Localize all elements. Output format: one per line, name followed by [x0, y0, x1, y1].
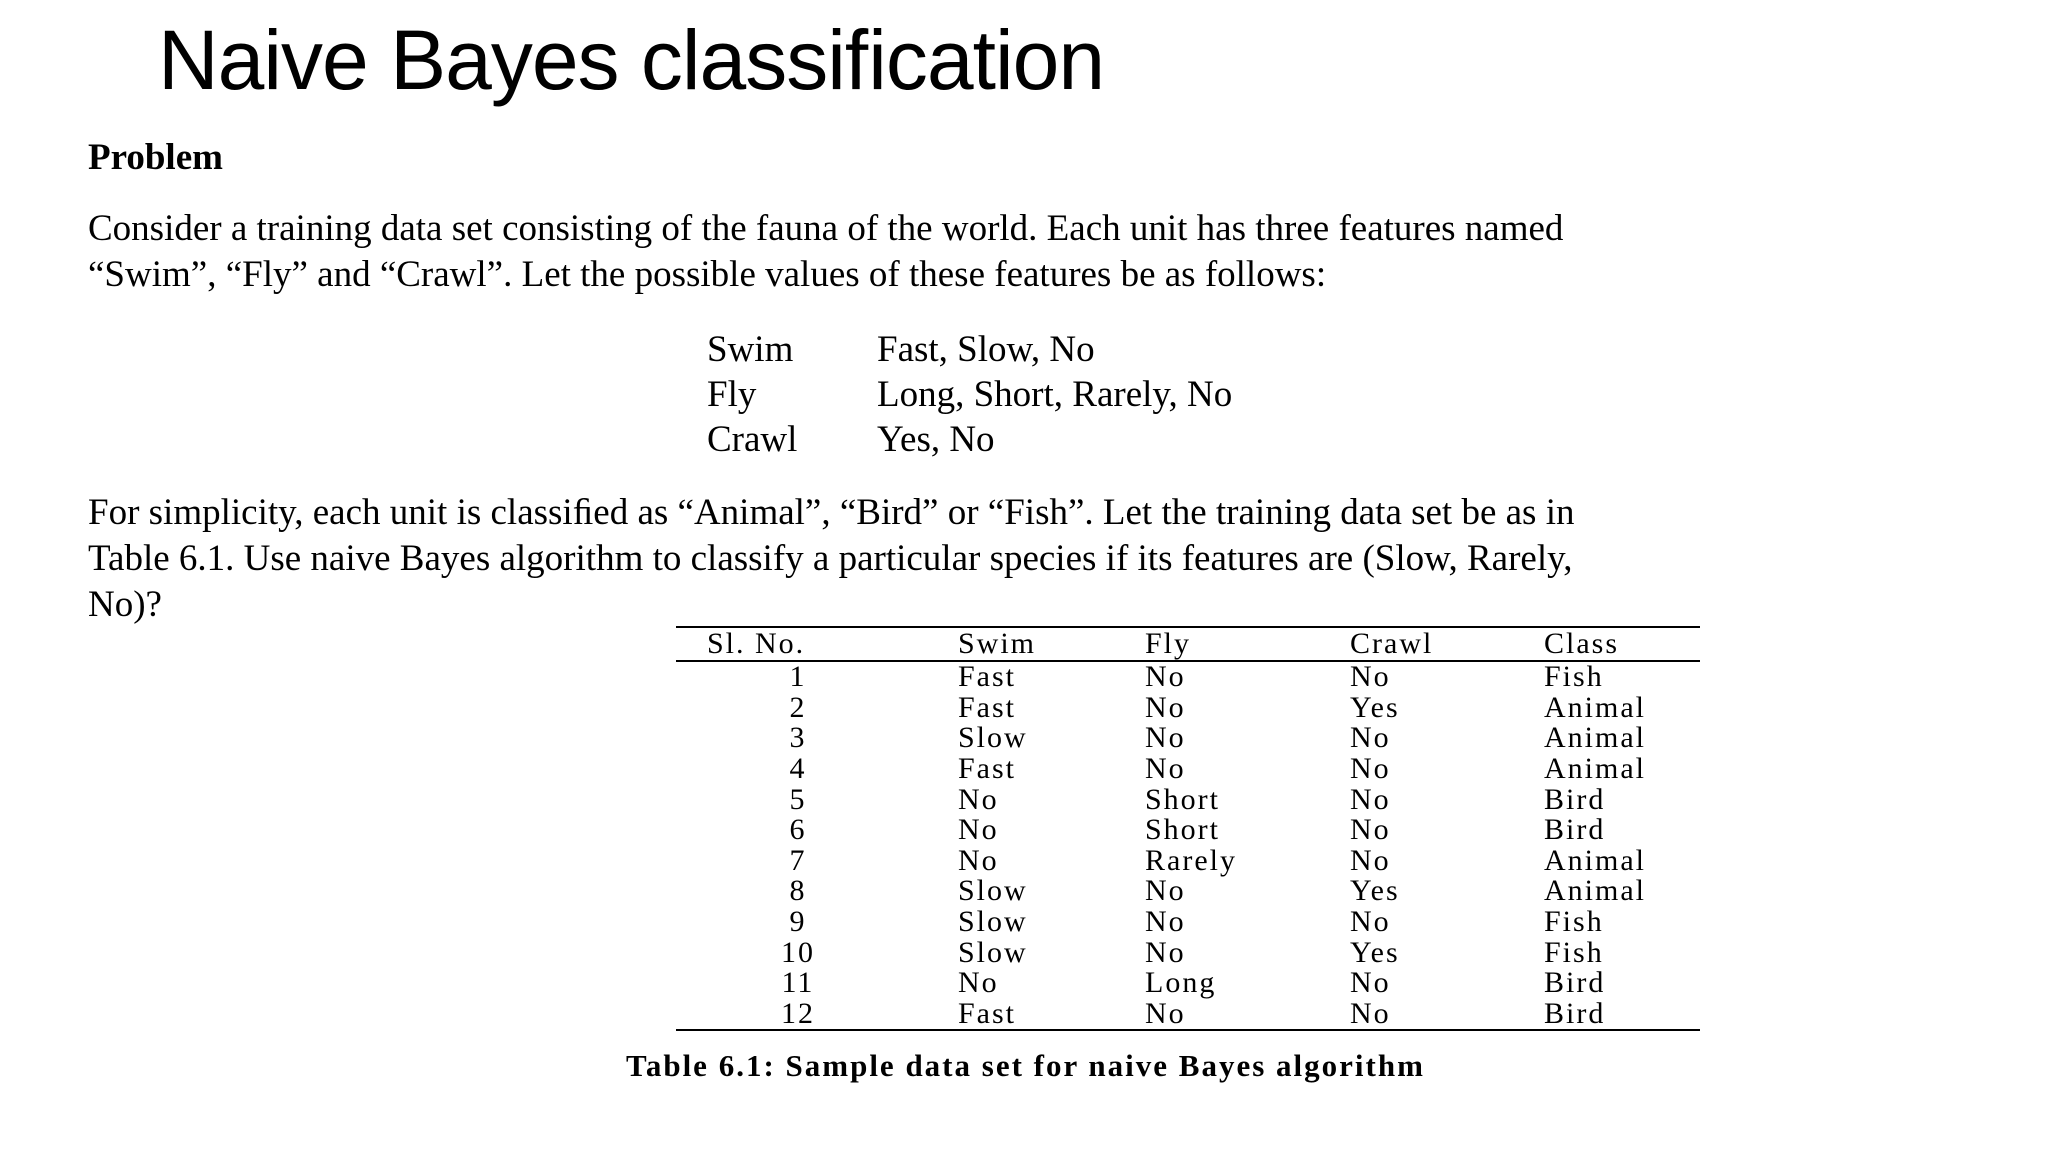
paragraph-line: Table 6.1. Use naive Bayes algorithm to classify a particular species if its features are (Slow, Rarely, — [88, 538, 1573, 579]
class-cell: Bird — [1544, 966, 1606, 1000]
problem-heading: Problem — [88, 137, 223, 178]
crawl-cell: No — [1350, 752, 1391, 786]
fly-cell: No — [1145, 752, 1186, 786]
swim-cell: No — [958, 843, 999, 877]
class-cell: Animal — [1544, 690, 1646, 724]
crawl-cell: Yes — [1350, 874, 1400, 908]
sl-no-cell: 1 — [789, 660, 807, 694]
swim-cell: No — [958, 782, 999, 816]
fly-cell: No — [1145, 996, 1186, 1030]
fly-cell: No — [1145, 935, 1186, 969]
crawl-cell: Yes — [1350, 935, 1400, 969]
fly-cell: No — [1145, 905, 1186, 939]
swim-cell: Fast — [958, 996, 1017, 1030]
table-row — [676, 754, 1700, 785]
paragraph-line: Consider a training data set consisting of the fauna of the world. Each unit has three features named — [88, 208, 1564, 249]
training-data-table-container — [676, 626, 1700, 1031]
class-cell: Bird — [1544, 996, 1606, 1030]
crawl-cell: No — [1350, 843, 1391, 877]
table-row — [676, 784, 1700, 815]
class-cell: Fish — [1544, 660, 1604, 694]
fly-cell: No — [1145, 690, 1186, 724]
feature-values-list — [707, 327, 1232, 462]
table-caption: Table 6.1: Sample data set for naive Bayes algorithm — [626, 1048, 1425, 1083]
sl-no-cell: 10 — [781, 935, 815, 969]
column-header-class: Class — [1544, 627, 1700, 661]
swim-cell: No — [958, 966, 999, 1000]
column-header-fly: Fly — [1145, 627, 1350, 661]
table-body — [676, 661, 1700, 1030]
sl-no-cell: 8 — [789, 874, 807, 908]
fly-cell: No — [1145, 660, 1186, 694]
fly-cell: No — [1145, 721, 1186, 755]
sl-no-cell: 7 — [789, 843, 807, 877]
paragraph-line: “Swim”, “Fly” and “Crawl”. Let the possible values of these features be as follows: — [88, 254, 1327, 295]
class-cell: Animal — [1544, 752, 1646, 786]
problem-description — [88, 206, 1958, 298]
feature-name: Crawl — [707, 419, 798, 460]
table-row — [676, 846, 1700, 877]
sl-no-cell: 3 — [789, 721, 807, 755]
sl-no-cell: 12 — [781, 996, 815, 1030]
crawl-cell: No — [1350, 782, 1391, 816]
column-header-crawl: Crawl — [1350, 627, 1544, 661]
column-header-swim: Swim — [958, 627, 1145, 661]
table-row — [676, 815, 1700, 846]
crawl-cell: No — [1350, 660, 1391, 694]
fly-cell: No — [1145, 874, 1186, 908]
class-cell: Fish — [1544, 935, 1604, 969]
table-row — [676, 968, 1700, 999]
swim-cell: No — [958, 813, 999, 847]
table-row — [676, 661, 1700, 693]
feature-values: Yes, No — [877, 419, 995, 460]
table-row — [676, 723, 1700, 754]
slide-title: Naive Bayes classiﬁcation — [158, 13, 1105, 107]
column-header-sl-no: Sl. No. — [676, 627, 958, 661]
crawl-cell: No — [1350, 905, 1391, 939]
feature-name: Swim — [707, 329, 794, 370]
swim-cell: Fast — [958, 660, 1017, 694]
swim-cell: Slow — [958, 874, 1028, 908]
crawl-cell: No — [1350, 996, 1391, 1030]
swim-cell: Slow — [958, 721, 1028, 755]
sl-no-cell: 9 — [789, 905, 807, 939]
crawl-cell: Yes — [1350, 690, 1400, 724]
class-cell: Animal — [1544, 843, 1646, 877]
swim-cell: Fast — [958, 690, 1017, 724]
swim-cell: Slow — [958, 935, 1028, 969]
fly-cell: Short — [1145, 782, 1221, 816]
sl-no-cell: 4 — [789, 752, 807, 786]
table-row — [676, 693, 1700, 724]
table-row — [676, 876, 1700, 907]
table-row — [676, 937, 1700, 968]
paragraph-line: For simplicity, each unit is classiﬁed as “Animal”, “Bird” or “Fish”. Let the training data set be as in — [88, 492, 1575, 533]
crawl-cell: No — [1350, 813, 1391, 847]
training-data-table — [676, 626, 1700, 1031]
sl-no-cell: 5 — [789, 782, 807, 816]
class-cell: Animal — [1544, 874, 1646, 908]
feature-row — [707, 327, 1232, 372]
table-row — [676, 907, 1700, 938]
class-cell: Bird — [1544, 813, 1606, 847]
sl-no-cell: 6 — [789, 813, 807, 847]
swim-cell: Fast — [958, 752, 1017, 786]
swim-cell: Slow — [958, 905, 1028, 939]
class-cell: Fish — [1544, 905, 1604, 939]
fly-cell: Long — [1145, 966, 1217, 1000]
table-row — [676, 999, 1700, 1031]
class-cell: Bird — [1544, 782, 1606, 816]
paragraph-line: No)? — [88, 584, 162, 625]
feature-name: Fly — [707, 374, 757, 415]
fly-cell: Short — [1145, 813, 1221, 847]
table-header-row — [676, 627, 1700, 661]
feature-row — [707, 417, 1232, 462]
class-cell: Animal — [1544, 721, 1646, 755]
classification-question — [88, 490, 1958, 628]
sl-no-cell: 2 — [789, 690, 807, 724]
fly-cell: Rarely — [1145, 843, 1237, 877]
feature-values: Long, Short, Rarely, No — [877, 374, 1233, 415]
feature-values: Fast, Slow, No — [877, 329, 1095, 370]
feature-row — [707, 372, 1232, 417]
sl-no-cell: 11 — [781, 966, 815, 1000]
crawl-cell: No — [1350, 966, 1391, 1000]
crawl-cell: No — [1350, 721, 1391, 755]
